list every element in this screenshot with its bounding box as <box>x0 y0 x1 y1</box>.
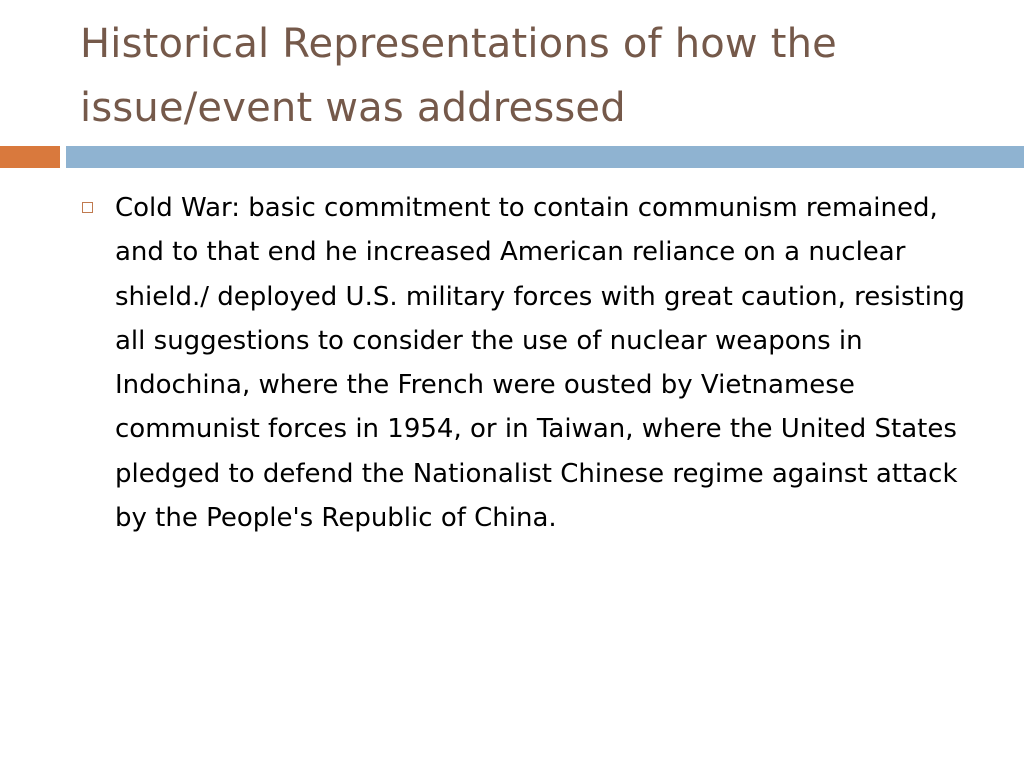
bullet-text: Cold War: basic commitment to contain communism remained, and to that end he increased American reliance on a nuclear shield./ deployed U.S. military forces with great caution, resisting all suggestions to consider the use of nuclear weapons in Indochina, where the French were ousted by Vietnamese communist forces in 1954, or in Taiwan, where the United States pledged to defend the Nationalist Chinese regime against attack by the People's Republic of China. <box>115 193 965 534</box>
title-accent-bar <box>0 146 60 168</box>
title-rule-bar <box>66 146 1024 168</box>
square-bullet-icon <box>82 202 93 213</box>
bullet-item <box>82 186 982 540</box>
slide-body <box>82 186 982 540</box>
slide-title: Historical Representations of how the issue/event was addressed <box>80 21 837 131</box>
